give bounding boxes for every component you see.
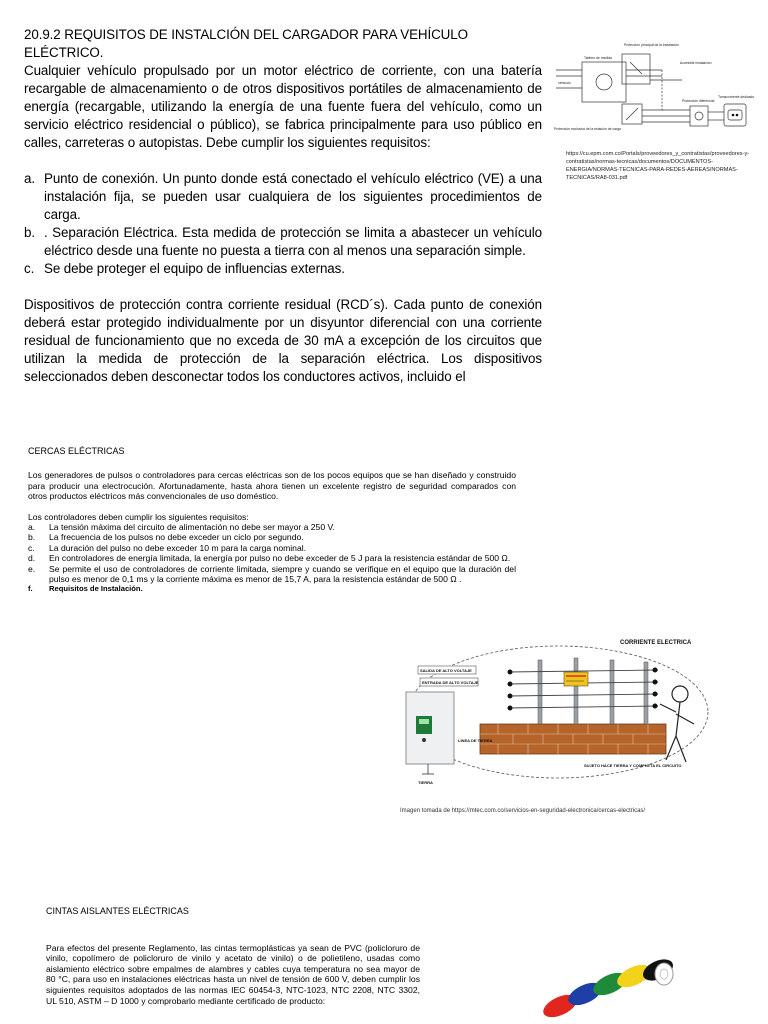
list-item-text: La tensión máxima del circuito de alimentación no debe ser mayor a 250 V. (49, 522, 335, 533)
differential-box (690, 106, 708, 126)
fences-lead: Los controladores deben cumplir los siguientes requisitos: (28, 511, 249, 522)
tapes-paragraph: Para efectos del presente Reglamento, las cintas termoplásticas ya sean de PVC (policloruro de vinilo, copolímero de policloruro de vinilo y acetato de vinilo) o de polietileno, usadas como aislamiento eléctrico sobre empalmes de alambres y cables cuya temperatura no sea mayor de 80 °C, para uso en instalaciones eléctricas hasta un nivel de tensión de 600 V, deben cumplir los siguientes requisitos adoptados de las normas IEC 60454-3, NTC-1023, NTC 2208, NTC 3302, UL 510, ASTM – D 1000 y comprobarlo mediante certificado de producto: (46, 942, 420, 1006)
rcd-paragraph: Dispositivos de protección contra corriente residual (RCD´s). Cada punto de conexión deberá estar protegido individualmente por un disyuntor diferencial con una corriente residual de funcionamiento que no exceda de 30 mA a excepción de los circuitos que utilizan la medida de protección de la separación eléctrica. Los dispositivos seleccionados deben desconectar todos los conductores activos, incluido el (24, 297, 542, 384)
list-item (28, 553, 516, 563)
fence-image-caption: Imagen tomada de https://mtec.com.co/servicios-en-seguridad-electronica/cercas-electricas/ (400, 808, 646, 814)
list-item-text: La frecuencia de los pulsos no debe exceder un ciclo por segundo. (49, 532, 304, 543)
label-outlet: Tomacorriente dedicado (718, 95, 755, 99)
electric-fence-illustration (388, 632, 710, 802)
list-item-text: Se permite el uso de controladores de corriente limitada, siempre y cuando se verifique en el equipo que la duración del pulso es menor de 0,1 ms y la corriente máxima es menor de 15,7 A, para la resistencia estándar de 500 Ω . (49, 563, 516, 585)
meter-board-box (582, 62, 626, 102)
warning-sign (564, 672, 588, 686)
list-item-text: La duración del pulso no debe exceder 10 m para la carga nominal. (49, 542, 307, 553)
label-high-voltage-in: ENTRADA DE ALTO VOLTAJE (422, 680, 479, 685)
section-heading-tapes: CINTAS AISLANTES ELÉCTRICAS (46, 906, 189, 916)
energizer-controller (406, 692, 454, 764)
list-marker: a. (28, 522, 36, 533)
tape-rolls (540, 955, 676, 1022)
label-vehicle: vehículo (558, 81, 571, 85)
label-ground: TIERRA (418, 780, 433, 785)
label-accessible: Accesible instalación (680, 61, 712, 65)
label-high-voltage-out: SALIDA DE ALTO VOLTAJE (420, 668, 472, 673)
fence-posts (538, 658, 648, 724)
brick-wall (480, 724, 666, 754)
list-item (24, 260, 542, 278)
label-differential: Protección diferencial (682, 99, 715, 103)
list-marker: c. (28, 542, 35, 553)
list-item-text: En controladores de energía limitada, la energía por pulso no debe exceder de 5 J para la resistencia estándar de 500 Ω. (49, 553, 511, 564)
ev-requirements-list (24, 170, 542, 278)
label-station-protection: Protección exclusiva de la estación de carga (554, 127, 621, 131)
fences-requirements-list (28, 522, 516, 595)
list-marker: c. (24, 261, 35, 276)
meter-symbol (596, 74, 612, 90)
list-item (28, 543, 516, 553)
list-marker: a. (24, 171, 35, 186)
list-marker: b. (28, 532, 36, 543)
list-item (28, 522, 516, 532)
charger-schematic-diagram (552, 40, 764, 142)
ev-intro-paragraph: Cualquier vehículo propulsado por un motor eléctrico de corriente, con una batería recargable de almacenamiento o de otros dispositivos portátiles de almacenamiento de energía (recargable, utilizando la energía de una fuente fuera del vehículo, como un servicio eléctrico residencial o público), se fabrica principalmente para uso público en calles, carreteras o autopistas. Debe cumplir los siguientes requisitos: (24, 63, 542, 150)
label-main-protection: Protección principal de la instalación (624, 43, 679, 47)
list-marker: e. (28, 563, 36, 574)
label-subject: SUJETO HACE TIERRA Y COMPLETA EL CIRCUITO (584, 763, 682, 768)
list-item (24, 170, 542, 224)
list-item (28, 564, 516, 585)
fences-intro-paragraph: Los generadores de pulsos o controladores para cercas eléctricas son de los pocos equipos que se han diseñado y construido para producir una electrocución. Afortunadamente, hasta ahora tienen un excelente registro de seguridad comparados con otros productos eléctricos más convencionales de uso doméstico. (28, 470, 516, 502)
section-ev-charger (24, 26, 542, 386)
list-marker: d. (28, 553, 36, 564)
list-item (28, 584, 516, 594)
list-item (24, 224, 542, 260)
schematic-source-url: https://cu.epm.com.co/Portals/proveedores_y_contratistas/proveedores-y-contratistas/normas-tecnicas/documentos/DOCUMENTOS-ENERGIA/NORMAS-TECNICAS-PARA-REDES-AEREAS/NORMAS-TECNICAS/RA8-031.pdf (566, 151, 750, 181)
list-item-text: . Separación Eléctrica. Esta medida de protección se limita a abastecer un vehículo eléctrico desde una fuente no puesta a tierra con al menos una separación simple. (44, 225, 542, 258)
list-item (28, 532, 516, 542)
list-item-text: Punto de conexión. Un punto donde está conectado el vehículo eléctrico (VE) a una instalación fija, se pueden usar cualquiera de los siguientes procedimientos de carga. (44, 171, 542, 222)
outlet-box (724, 104, 746, 126)
list-item-text: Se debe proteger el equipo de influencias externas. (44, 261, 345, 276)
label-meter-board: Tablero de medida (584, 56, 612, 60)
label-ground-line: LINEA DE TIERRA (458, 738, 493, 743)
section-heading-fences: CERCAS ELÉCTRICAS (28, 446, 125, 456)
label-current: CORRIENTE ELECTRICA (620, 640, 692, 646)
list-marker: f. (28, 584, 33, 594)
section-title-ev-charger: 20.9.2 REQUISITOS DE INSTALCIÓN DEL CARGADOR PARA VEHÍCULO ELÉCTRICO. (24, 27, 468, 60)
list-item-text: Requisitos de Instalación. (49, 584, 143, 594)
list-marker: b. (24, 225, 35, 240)
section-insulating-tapes (46, 906, 420, 1006)
insulating-tapes-image (530, 944, 690, 1024)
section-electric-fences (28, 446, 516, 595)
